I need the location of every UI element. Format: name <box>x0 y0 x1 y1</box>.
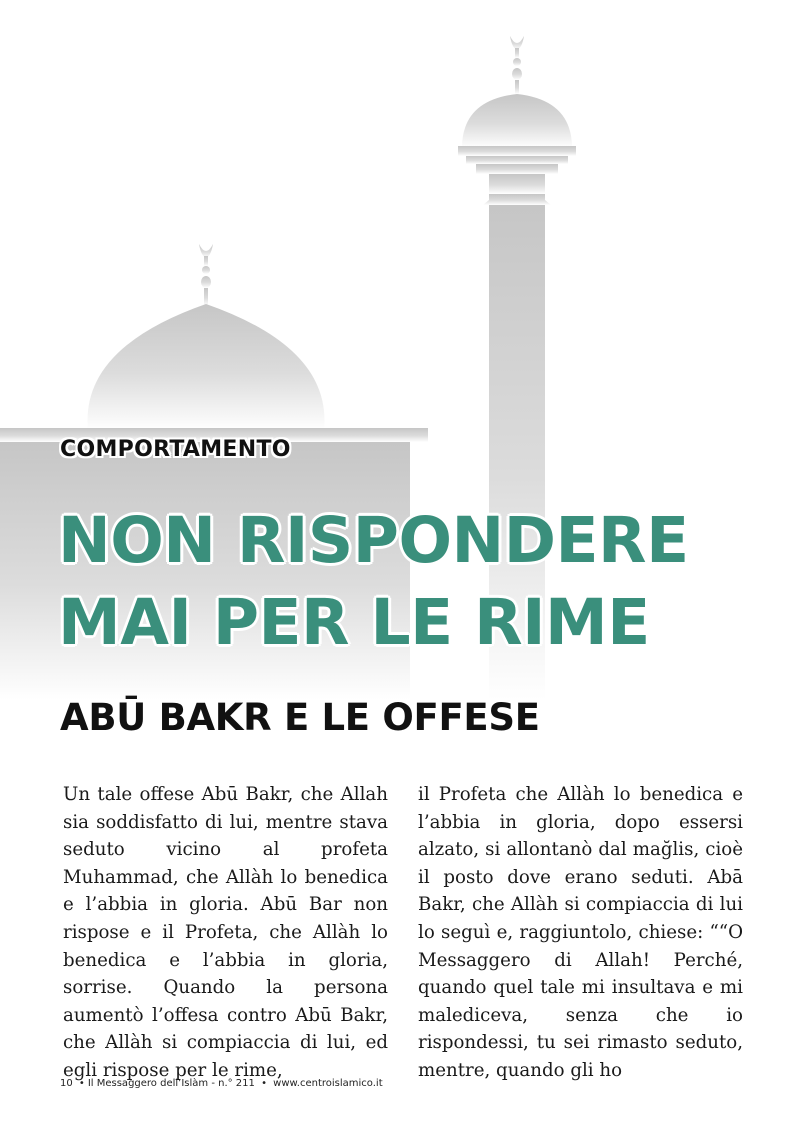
page-footer <box>60 1078 383 1089</box>
section-label: COMPORTAMENTO <box>60 437 291 462</box>
footer-bullet-icon: • <box>78 1078 85 1089</box>
magazine-issue: Il Messaggero dell’Islàm - n.° 211 <box>87 1078 255 1089</box>
headline-line-1: NON RISPONDERE <box>58 504 689 577</box>
article-subheadline: ABŪ BAKR E LE OFFESE <box>60 696 540 739</box>
page-number: 10 <box>60 1078 73 1089</box>
body-text-column-left: Un tale offese Abū Bakr, che Allah sia soddisfatto di lui, mentre stava seduto vicino al profeta Muhammad, che Allàh lo benedica e l’abbia in gloria. Abū Bar non rispose e il Profeta, che Allàh lo benedica e l’abbia in gloria, sorrise. Quando la persona aumentò l’offesa contro Abū Bakr, che Allàh si compiaccia di lui, ed egli rispose per le rime, <box>63 784 388 1081</box>
article-headline <box>58 500 689 664</box>
website-link[interactable]: www.centroislamico.it <box>273 1078 383 1089</box>
body-text-column-right: il Profeta che Allàh lo benedica e l’abbia in gloria, dopo essersi alzato, si allontanò dal mağlis, cioè il posto dove erano seduti. Abā Bakr, che Allàh si compiaccia di lui lo seguì e, raggiuntolo, chiese: ““O Messaggero di Allah! Perché, quando quel tale mi insultava e mi malediceva, senza che io rispondessi, tu sei rimasto seduto, mentre, quando gli ho <box>418 784 743 1081</box>
footer-bullet-icon: • <box>261 1078 267 1089</box>
headline-line-2: MAI PER LE RIME <box>58 586 650 659</box>
